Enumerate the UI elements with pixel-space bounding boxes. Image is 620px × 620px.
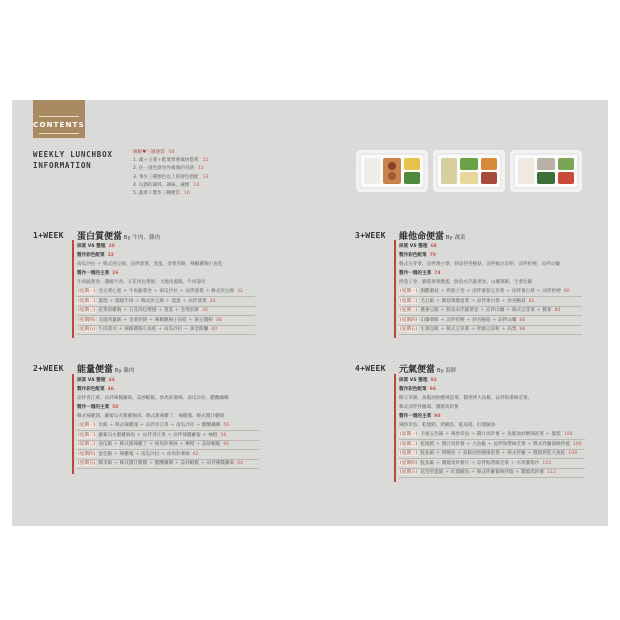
line-text: 卡通五色飯 ＋ 辣炒章魚 ＋ 醬汁馬鈴薯 ＋ 魚鬆油炒酸辣泡菜 ＋ 鳳梨 xyxy=(420,432,561,437)
tab-rule-top xyxy=(39,116,79,117)
line-text: 採買 VS 整理 xyxy=(399,378,428,383)
weekday-menu-item xyxy=(77,317,222,323)
weekday-tag: (星期五) xyxy=(400,327,418,332)
intro-item xyxy=(133,149,208,157)
page-number: 70 xyxy=(429,253,436,258)
line-text: 山藥菜飯 ＋ 涼拌桔梗 ＋ 炒杏鮑菇 ＋ 涼拌山藥 xyxy=(420,317,517,323)
page-number: 92 xyxy=(430,378,437,383)
weekday-tag: (星期四) xyxy=(78,451,96,457)
section-title-text: 蛋白質便當 xyxy=(77,232,123,242)
page-number: 36 xyxy=(202,308,208,313)
section-by: By 雞肉 xyxy=(113,368,135,374)
intro-item xyxy=(133,165,208,173)
intro-page: 14 xyxy=(193,182,200,188)
row-divider xyxy=(399,334,582,335)
weekday-tag: (星期三) xyxy=(78,442,96,447)
lunchbox-image xyxy=(510,150,582,192)
weekday-menu-item xyxy=(399,298,534,304)
lunchbox-photos xyxy=(356,150,582,192)
subsection-heading xyxy=(77,252,114,258)
weekday-tag: (星期四) xyxy=(400,317,418,323)
page-number: 98 xyxy=(434,414,441,419)
weekday-menu-item xyxy=(399,288,570,294)
weekday-tag: (星期二) xyxy=(78,432,96,438)
weekday-menu-item xyxy=(399,307,560,313)
week-label: 4+WEEK xyxy=(355,364,386,373)
weekday-tag: (星期五) xyxy=(78,327,96,332)
week-label: 2+WEEK xyxy=(33,364,64,373)
weekday-menu-item xyxy=(77,460,243,466)
page-number: 106 xyxy=(572,441,582,447)
weekday-tag: (星期一) xyxy=(78,289,96,294)
page-number: 50 xyxy=(112,405,119,410)
lunchbox-image xyxy=(433,150,505,192)
intro-text: 4. 玩偶的調料、調味、處理 xyxy=(133,182,190,188)
line-text: 南瓜飯 ＋ 韓式甜辣雞丁 ＋ 炒馬鈴薯絲 ＋ 柳橙 ＋ 蒜炒蝦鬆 xyxy=(98,442,221,447)
weekday-menu-item xyxy=(399,460,551,466)
subsection-heading xyxy=(399,270,441,276)
section-title xyxy=(399,362,457,375)
page-number: 110 xyxy=(542,460,552,466)
intro-page: 04 xyxy=(168,150,175,155)
weekday-menu-item xyxy=(399,441,582,447)
page-number: 84 xyxy=(554,308,561,313)
line-text: 薑燒 ＋ 醬燒牛排 ＋ 韓式煎豆腐 ＋ 蒸蛋 ＋ 涼拌菠菜 xyxy=(98,298,207,304)
line-text: 採買 VS 整理 xyxy=(399,244,428,249)
section-title-text: 元氣便當 xyxy=(399,365,436,375)
dish-list xyxy=(77,395,229,401)
weekday-tag: (星期三) xyxy=(400,308,418,313)
page-number: 38 xyxy=(215,317,222,323)
subsection-heading xyxy=(399,243,437,249)
line-text: 辣炒章魚、乾燒鱈、烤鰻魚、鮭魚捲、紅燒鯖魚 xyxy=(399,423,496,428)
intro-page: 11 xyxy=(202,158,209,164)
section-accent-bar xyxy=(72,374,74,474)
line-text: 花菜煎雞胸 ＋ 五花肉包菜捲 ＋ 蒸蛋 ＋ 金菜煎餅 xyxy=(98,308,200,313)
section-by: By 蔬菜 xyxy=(444,235,466,241)
weekday-tag: (星期三) xyxy=(400,451,418,456)
subsection-heading xyxy=(77,377,115,383)
intro-item xyxy=(133,157,208,165)
page-number: 44 xyxy=(108,378,115,383)
line-text: 製作彩色配菜 xyxy=(399,253,427,258)
line-text: 涼拌青江菜、涼拌辣醬蘿蔔、蒜炒蝦鬆、炒馬鈴薯絲、南瓜沙拉、醋醃藕瓣 xyxy=(77,396,229,401)
subsection-heading xyxy=(399,252,436,258)
intro-page: 16 xyxy=(184,191,190,197)
weekday-tag: (星期三) xyxy=(78,308,96,313)
page-number: 62 xyxy=(192,451,199,457)
page-number: 86 xyxy=(519,317,526,323)
line-text: 製作一週的主菜 xyxy=(77,405,110,410)
section-title xyxy=(77,362,135,375)
subsection-heading xyxy=(77,386,114,392)
line-text: 毛豆菜心蛋 ＋ 牛肉蔬菜卷 ＋ 南瓜沙拉 ＋ 涼拌菠菜 ＋ 韓式煎豆腐 xyxy=(98,289,235,294)
weekday-menu-item xyxy=(399,317,525,323)
line-text: 製作彩色配菜 xyxy=(77,387,105,392)
intro-text: 5. 蔬菜 / 製作三種便當 xyxy=(133,191,181,197)
line-text: 米飯 ＋ 韓式辣雞翅 ＋ 涼拌青江菜 ＋ 南瓜沙拉 ＋ 醋醃藕瓣 xyxy=(98,423,221,428)
line-text: 製作一週的主菜 xyxy=(399,271,432,276)
line-text: 韓式豆芽菜、涼拌番白菜、炒涼拌杏鮑菇、涼拌綠豆涼粉、涼拌桔梗、涼拌山藥 xyxy=(399,262,560,267)
weekday-menu-item xyxy=(77,326,217,332)
section-title xyxy=(77,229,160,242)
subsection-heading xyxy=(77,243,115,249)
line-text: 製作一週的主菜 xyxy=(399,414,432,419)
intro-page: 12 xyxy=(197,166,204,172)
week-label: 3+WEEK xyxy=(355,231,386,240)
page-number: 108 xyxy=(568,451,578,456)
weekday-tag: (星期一) xyxy=(400,289,418,294)
dish-list xyxy=(399,422,495,428)
lunchbox-image xyxy=(356,150,428,192)
line-text: 蛋包飯 ＋ 辣雞塊 ＋ 南瓜沙拉 ＋ 炒馬鈴薯絲 xyxy=(98,451,190,457)
weekday-tag: (星期四) xyxy=(400,460,418,466)
weekday-tag: (星期一) xyxy=(78,423,96,428)
weekday-menu-item xyxy=(77,432,226,438)
line-text: 韓式辣雞翅、蘿蔔勾火腿雞胸肉、韓式甜辣雞丁、辣雞塊、韓式醬汁雞腿 xyxy=(77,414,225,419)
row-divider xyxy=(77,468,259,469)
dish-list xyxy=(77,279,206,285)
weekday-menu-item xyxy=(77,298,215,304)
dish-list xyxy=(399,279,532,285)
dish-list xyxy=(77,261,222,267)
intro-list xyxy=(133,149,208,198)
row-divider xyxy=(77,334,255,335)
dish-list xyxy=(399,261,560,267)
weekday-menu-item xyxy=(77,441,229,447)
section-accent-bar xyxy=(394,374,396,482)
line-text: 採買 VS 整理 xyxy=(77,378,106,383)
page-number: 32 xyxy=(237,289,243,294)
intro-item xyxy=(133,182,208,190)
line-text: 蘿蔔勾火腿雞胸肉 ＋ 涼拌青江菜 ＋ 涼拌辣醬蘿蔔 ＋ 柚橙 xyxy=(98,432,218,438)
line-text: 毛豆飯 ＋ 蘑菇菜燉蛋菜 ＋ 涼拌番白菜 ＋ 炒杏鮑菇 xyxy=(420,298,526,304)
line-text: 花型煎蛋飯 ＋ 紅燒鯖魚 ＋ 韓式拌蘿蔔絲拌燒 ＋ 醬燒馬鈴薯 xyxy=(420,470,544,475)
section-accent-bar xyxy=(72,240,74,338)
intro-item xyxy=(133,174,208,182)
subsection-heading xyxy=(77,270,119,276)
page-number: 82 xyxy=(528,298,535,304)
weekday-menu-item xyxy=(77,422,229,428)
weekday-tag: (星期一) xyxy=(400,432,418,437)
subsection-heading xyxy=(399,386,436,392)
page-number: 40 xyxy=(211,327,218,332)
line-text: 韓式涼拌拌蘿蔔、醬燒馬鈴薯 xyxy=(399,405,459,410)
page-number: 46 xyxy=(107,387,114,392)
weekday-tag: (星期二) xyxy=(78,298,96,304)
weekday-tag: (星期四) xyxy=(78,317,96,323)
weekday-menu-item xyxy=(399,450,577,456)
page-number: 56 xyxy=(223,423,230,428)
page-number: 104 xyxy=(563,432,573,437)
line-text: 烤茄子卷、蘑菇菜菜燉蛋、鮮魚水芹蔬菜卷、山藥菜飯、生菜包飯 xyxy=(399,280,533,285)
page-title xyxy=(33,149,113,171)
intro-text: 1. 蔬＋主菜＋配菜營養素材搭系 xyxy=(133,158,199,164)
intro-item xyxy=(133,190,208,198)
week-label: 1+WEEK xyxy=(33,231,64,240)
lunchbox-photo-2 xyxy=(433,150,505,192)
weekday-menu-item xyxy=(399,326,525,332)
section-title xyxy=(399,229,466,242)
page-number: 88 xyxy=(519,327,526,332)
section-title-text: 維他命便當 xyxy=(399,232,445,242)
line-text: 牛肉蔬菜卷、醬燒牛肉、五花肉包菜捲、叉燒肉蓋飯、牛肉壽司 xyxy=(77,280,206,285)
subsection-heading xyxy=(399,377,437,383)
section-accent-bar xyxy=(394,240,396,338)
title-line-1: WEEKLY LUNCHBOX xyxy=(33,150,113,159)
weekday-menu-item xyxy=(399,431,572,437)
dish-list xyxy=(77,413,224,419)
row-divider xyxy=(399,477,585,478)
weekday-tag: (星期二) xyxy=(400,298,418,304)
line-text: 叉燒肉蓋飯 ＋ 金菜煎餅 ＋ 辣椒雞胸小魚乾 ＋ 黃豆醬粉 xyxy=(98,317,213,323)
line-text: 糯玉米粥、魚鬆油炒酸辣泡菜、醬香烤大魚鬆、涼拌海帶絲莖菜、 xyxy=(399,396,533,401)
title-line-2: INFORMATION xyxy=(33,161,92,170)
line-text: 鮭魚飯 ＋ 烤鰻魚 ＋ 魚鬆油炒酸辣泡菜 ＋ 韓式拌蘿 ＋ 醬燒烤乾大魚乾 xyxy=(420,451,566,456)
section-by: By 牛肉．雞肉 xyxy=(122,235,161,241)
intro-text: 2. 任一道色澤也外維顏的食譜 xyxy=(133,166,194,172)
weekday-menu-item xyxy=(77,451,199,457)
weekday-tag: (星期二) xyxy=(400,441,418,447)
lunchbox-photo-1 xyxy=(356,150,428,192)
page-number: 68 xyxy=(430,244,437,249)
weekday-tag: (星期五) xyxy=(400,470,418,475)
tab-rule-bottom xyxy=(39,133,79,134)
lunchbox-photo-3 xyxy=(510,150,582,192)
page-number: 60 xyxy=(223,442,230,447)
line-text: 生菜包飯 ＋ 韓式豆芽菜 ＋ 拌綠豆涼粉 ＋ 高梨 xyxy=(420,327,517,332)
weekday-menu-item xyxy=(77,307,208,313)
subsection-heading xyxy=(399,413,441,419)
page-number: 20 xyxy=(108,244,115,249)
dish-list xyxy=(399,404,459,410)
page-number: 64 xyxy=(237,461,243,466)
page-number: 26 xyxy=(112,271,119,276)
page-number: 22 xyxy=(107,253,114,258)
line-text: 製作彩色配菜 xyxy=(399,387,427,392)
weekday-menu-item xyxy=(77,288,243,294)
page-number: 112 xyxy=(546,470,556,475)
contents-tab xyxy=(33,100,85,138)
page-number: 80 xyxy=(563,289,570,294)
line-text: 製作一週的主菜 xyxy=(77,271,110,276)
line-text: 鮭魚飯 ＋ 醬燒馬鈴薯片 ＋ 涼拌海帶絲莖菜 ＋ 水果羅勒沙 xyxy=(420,460,540,466)
line-text: 糯米飯 ＋ 韓式醬汁雞腿 ＋ 醋醃藕瓣 ＋ 蒜炒蝦鬆 ＋ 涼拌辣醬蘿蔔 xyxy=(98,461,235,466)
line-text: 蕎麥豆飯 ＋ 鮮魚水芹蔬菜卷 ＋ 涼拌山藥 ＋ 韓式豆芽菜 ＋ 蕎麥 xyxy=(420,308,552,313)
line-text: 採買 VS 整理 xyxy=(77,244,106,249)
line-text: 甜醋蘑菇 ＋ 烤茄子卷 ＋ 涼拌番茄豆芽菜 ＋ 涼拌番白菜 ＋ 涼拌桔梗 xyxy=(420,289,561,294)
page-number: 58 xyxy=(220,432,227,438)
contents-label: CONTENTS xyxy=(33,121,85,129)
line-text: 製作彩色配菜 xyxy=(77,253,105,258)
page-number: 94 xyxy=(429,387,436,392)
intro-text: 3. 事少三種顏色以上的層色搭配 xyxy=(133,174,199,180)
line-text: 南瓜沙拉 ＋ 韓式煎豆腐、涼拌菠菜、蒸蛋、金菜煎餅、辣椒雞胸小魚乾 xyxy=(77,262,223,267)
dish-list xyxy=(399,395,532,401)
weekday-tag: (星期五) xyxy=(78,461,96,466)
intro-text: 圖解♥三層便當 xyxy=(133,150,165,155)
page-number: 34 xyxy=(209,298,216,304)
line-text: 乾燒鱈 ＋ 醬汁馬鈴薯 ＋ 大魚鬆 ＋ 涼拌海帶絲莖菜 ＋ 韓式拌蘿蔔絲拌燒 xyxy=(420,441,570,447)
line-text: 牛肉壽司 ＋ 辣椒雞胸小魚乾 ＋ 南瓜沙拉 ＋ 黃金飯糰 xyxy=(98,327,209,332)
page-number: 74 xyxy=(434,271,441,276)
intro-page: 13 xyxy=(202,174,209,180)
subsection-heading xyxy=(77,404,119,410)
weekday-menu-item xyxy=(399,469,556,475)
section-by: By 海鮮 xyxy=(435,368,457,374)
section-title-text: 能量便當 xyxy=(77,365,114,375)
